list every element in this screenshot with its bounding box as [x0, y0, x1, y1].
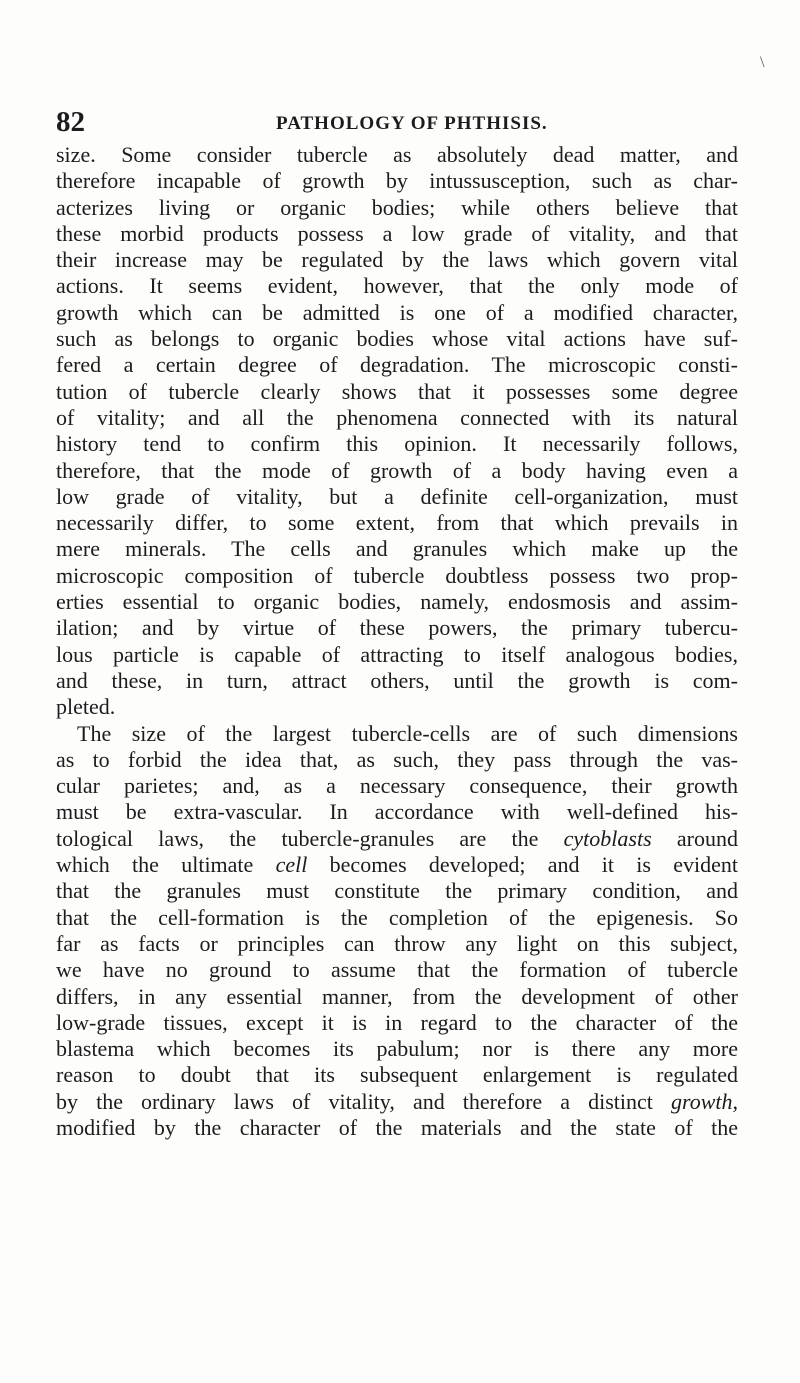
text-line: [56, 984, 738, 1010]
line-text: low-grade tissues, except it is in regard to the character of the: [56, 1009, 738, 1035]
line-text: lous particle is capable of attracting to itself analogous bodies,: [56, 641, 738, 667]
text-line: [56, 484, 738, 510]
line-text: therefore, that the mode of growth of a body having even a: [56, 457, 738, 483]
text-line: [56, 826, 738, 852]
text-line: [56, 905, 738, 931]
line-text: The size of the largest tubercle-cells are of such dimensions: [77, 720, 738, 746]
line-text: these morbid products possess a low grade of vitality, and that: [56, 220, 738, 246]
line-text: by the ordinary laws of vitality, and therefore a distinct: [56, 1088, 671, 1114]
text-line: [56, 878, 738, 904]
text-line: [56, 589, 738, 615]
line-text: therefore incapable of growth by intussusception, such as char-: [56, 168, 738, 194]
line-text: fered a certain degree of degradation. The microscopic consti-: [56, 352, 738, 378]
text-line: [56, 1010, 738, 1036]
line-text: reason to doubt that its subsequent enlargement is regulated: [56, 1062, 738, 1088]
line-text: we have no ground to assume that the formation of tubercle: [56, 957, 738, 983]
text-line: [56, 931, 738, 957]
text-line: [56, 1062, 738, 1088]
text-line: [56, 1115, 738, 1141]
text-line: [56, 852, 738, 878]
line-text: tological laws, the tubercle-granules are the: [56, 825, 564, 851]
text-line: [56, 379, 738, 405]
line-text: necessarily differ, to some extent, from that which prevails in: [56, 510, 738, 536]
line-text: erties essential to organic bodies, namely, endosmosis and assim-: [56, 589, 738, 615]
line-text: cular parietes; and, as a necessary consequence, their growth: [56, 773, 738, 799]
text-line: [56, 721, 738, 747]
text-line: [56, 405, 738, 431]
text-line: [56, 773, 738, 799]
running-title: PATHOLOGY OF PHTHISIS.: [276, 113, 548, 134]
line-text: that the granules must constitute the primary condition, and: [56, 878, 738, 904]
text-line: [56, 221, 738, 247]
text-line: [56, 1036, 738, 1062]
text-line: [56, 536, 738, 562]
body-text: [56, 142, 738, 1141]
line-text: history tend to confirm this opinion. It necessarily follows,: [56, 431, 738, 457]
line-text: acterizes living or organic bodies; while others believe that: [56, 194, 738, 220]
line-text: and these, in turn, attract others, until the growth is com-: [56, 667, 738, 693]
line-text: growth which can be admitted is one of a modified character,: [56, 299, 738, 325]
line-text: as to forbid the idea that, as such, they pass through the vas-: [56, 746, 738, 772]
italic-term: cytoblasts: [563, 825, 652, 851]
line-text: of vitality; and all the phenomena connected with its natural: [56, 404, 738, 430]
page-header: [56, 102, 756, 142]
line-text: that the cell-formation is the completion of the epigenesis. So: [56, 904, 738, 930]
line-text: becomes developed; and it is evident: [307, 852, 739, 878]
line-text: their increase may be regulated by the laws which govern vital: [56, 247, 738, 273]
italic-term: growth,: [670, 1088, 738, 1114]
text-line: [56, 273, 738, 299]
text-line: [56, 352, 738, 378]
text-line: [56, 642, 738, 668]
text-line: [56, 431, 738, 457]
line-text: differs, in any essential manner, from the development of other: [56, 983, 738, 1009]
line-text: which the ultimate: [56, 852, 276, 878]
line-text: blastema which becomes its pabulum; nor is there any more: [56, 1036, 738, 1062]
text-line: [56, 195, 738, 221]
page-number: 82: [56, 106, 85, 138]
text-line: [56, 142, 738, 168]
text-line: [56, 957, 738, 983]
text-line: [56, 510, 738, 536]
text-line: [56, 1089, 738, 1115]
line-text: actions. It seems evident, however, that the only mode of: [56, 273, 738, 299]
text-line: [56, 326, 738, 352]
text-line: [56, 563, 738, 589]
corner-mark: \: [760, 54, 765, 71]
text-line: [56, 694, 738, 720]
text-line: [56, 747, 738, 773]
line-text: must be extra-vascular. In accordance with well-defined his-: [56, 799, 738, 825]
text-line: [56, 458, 738, 484]
line-text: size. Some consider tubercle as absolutely dead matter, and: [56, 142, 738, 167]
line-text: around: [651, 825, 739, 851]
text-line: [56, 799, 738, 825]
text-line: [56, 168, 738, 194]
line-text: ilation; and by virtue of these powers, the primary tubercu-: [56, 615, 738, 641]
line-text: mere minerals. The cells and granules which make up the: [56, 536, 738, 562]
text-line: [56, 668, 738, 694]
italic-term: cell: [275, 852, 308, 878]
line-text: microscopic composition of tubercle doubtless possess two prop-: [56, 562, 738, 588]
line-text: tution of tubercle clearly shows that it possesses some degree: [56, 378, 738, 404]
text-line: [56, 300, 738, 326]
line-text: such as belongs to organic bodies whose vital actions have suf-: [56, 326, 738, 352]
line-text: pleted.: [56, 694, 116, 720]
line-text: low grade of vitality, but a definite cell-organization, must: [56, 483, 738, 509]
text-line: [56, 247, 738, 273]
line-text: modified by the character of the materials and the state of the: [56, 1114, 738, 1140]
line-text: far as facts or principles can throw any light on this subject,: [56, 930, 738, 956]
text-line: [56, 615, 738, 641]
